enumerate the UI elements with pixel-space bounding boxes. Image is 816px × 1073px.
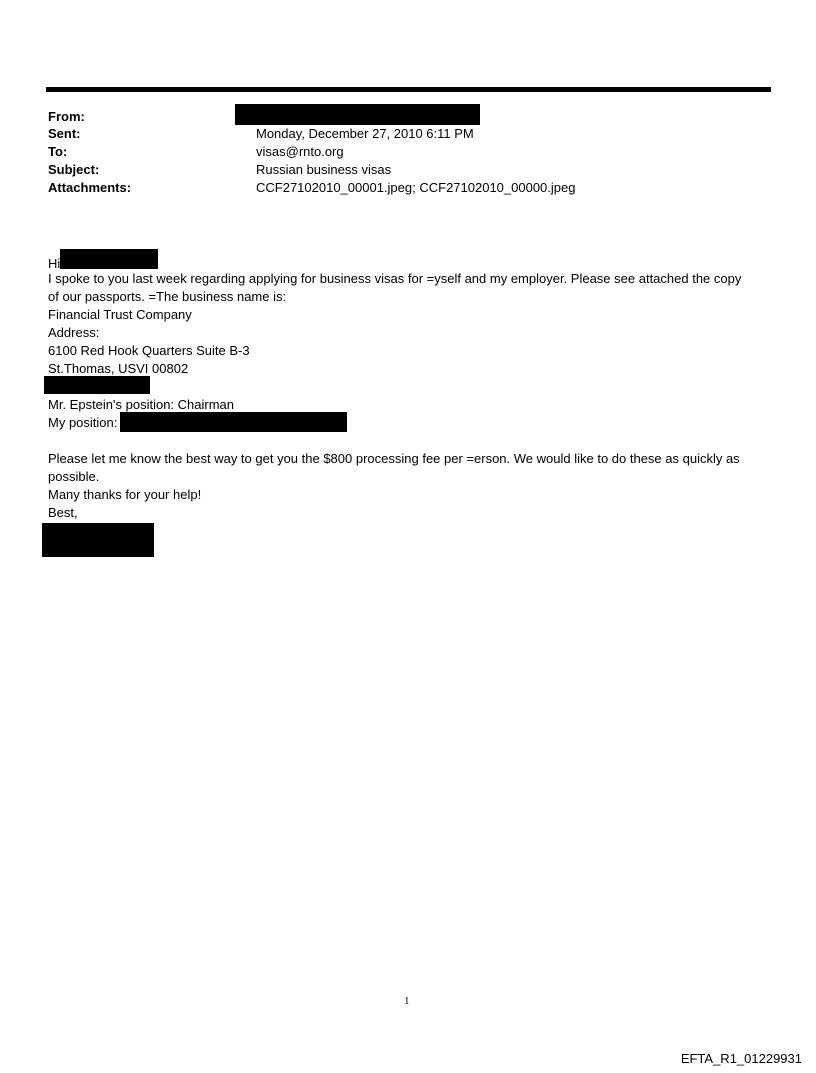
- to-label: To:: [48, 144, 68, 159]
- body-line-5: 6100 Red Hook Quarters Suite B-3: [48, 343, 250, 358]
- sent-value: Monday, December 27, 2010 6:11 PM: [256, 126, 474, 141]
- body-line-9: Please let me know the best way to get you the $800 processing fee per =erson. We would like to do these as quickly as: [48, 451, 740, 466]
- body-line-11: Many thanks for your help!: [48, 487, 202, 502]
- body-line-3: Financial Trust Company: [48, 307, 192, 322]
- document-id: EFTA_R1_01229931: [680, 1051, 802, 1066]
- body-line-7: Mr. Epstein's position: Chairman: [48, 397, 235, 412]
- body-line-2: of our passports. =The business name is:: [48, 289, 287, 304]
- subject-label: Subject:: [48, 162, 100, 177]
- redaction-position: [120, 412, 347, 432]
- sent-label: Sent:: [48, 126, 81, 141]
- body-line-6: St.Thomas, USVI 00802: [48, 361, 189, 376]
- body-line-4: Address:: [48, 325, 100, 340]
- to-value: visas@rnto.org: [256, 144, 344, 159]
- attachments-value: CCF27102010_00001.jpeg; CCF27102010_00000.jpeg: [256, 180, 576, 195]
- redaction-from: [235, 104, 480, 125]
- from-label: From:: [48, 109, 85, 124]
- body-line-10: possible.: [48, 469, 100, 484]
- body-line-12: Best,: [48, 505, 78, 520]
- redaction-greeting-name: [60, 249, 158, 269]
- redaction-address-line: [44, 376, 150, 394]
- redaction-signature: [42, 523, 154, 557]
- header-rule: [46, 87, 771, 92]
- body-line-8: My position:: [48, 415, 118, 430]
- page-number: 1: [404, 995, 410, 1007]
- body-line-1: I spoke to you last week regarding applying for business visas for =yself and my employer. Please see attached the copy: [48, 271, 742, 286]
- greeting: Hi: [48, 256, 61, 271]
- subject-value: Russian business visas: [256, 162, 392, 177]
- attachments-label: Attachments:: [48, 180, 132, 195]
